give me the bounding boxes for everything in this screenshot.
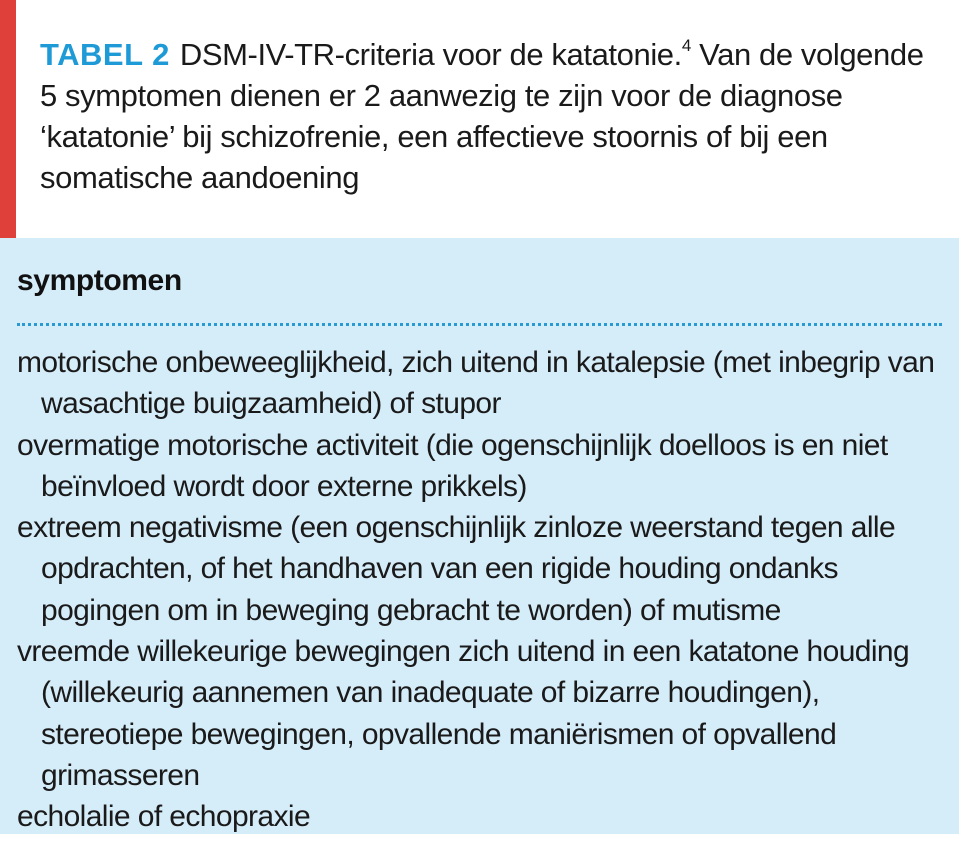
header-divider	[17, 323, 942, 326]
table-rows	[17, 342, 937, 838]
table-row: overmatige motorische activiteit (die ogenschijnlijk doelloos is en niet beïnvloed wordt door externe prikkels)	[17, 428, 888, 503]
column-header: symptomen	[17, 264, 182, 297]
table-row: echolalie of echopraxie	[17, 800, 311, 834]
table-description: Van de volgende 5 symptomen dienen er 2 aanwezig te zijn voor de diagnose ‘katatonie’ bij schizofrenie, een affectieve stoornis of bij een somatische aandoening	[40, 37, 924, 195]
accent-bar	[0, 0, 16, 238]
table-title: DSM-IV-TR-criteria voor de katatonie.	[179, 37, 682, 72]
table-caption	[0, 0, 959, 238]
table-row: motorische onbeweeglijkheid, zich uitend in katalepsie (met inbegrip van wasachtige buigzaamheid) of stupor	[17, 346, 935, 421]
reference-number: 4	[681, 36, 691, 55]
table-row: vreemde willekeurige bewegingen zich uitend in een katatone houding (willekeurig aannemen van inadequate of bizarre houdingen), stereotiepe bewegingen, opvallende maniërismen of opvallend grimasseren	[17, 635, 910, 792]
caption-text	[40, 34, 945, 198]
table-row: extreem negativisme (een ogenschijnlijk zinloze weerstand tegen alle opdrachten, of het handhaven van een rigide houding ondanks pogingen om in beweging gebracht te worden) of mutisme	[17, 511, 896, 627]
symptoms-table	[0, 238, 959, 834]
table-label: TABEL 2	[40, 37, 170, 72]
